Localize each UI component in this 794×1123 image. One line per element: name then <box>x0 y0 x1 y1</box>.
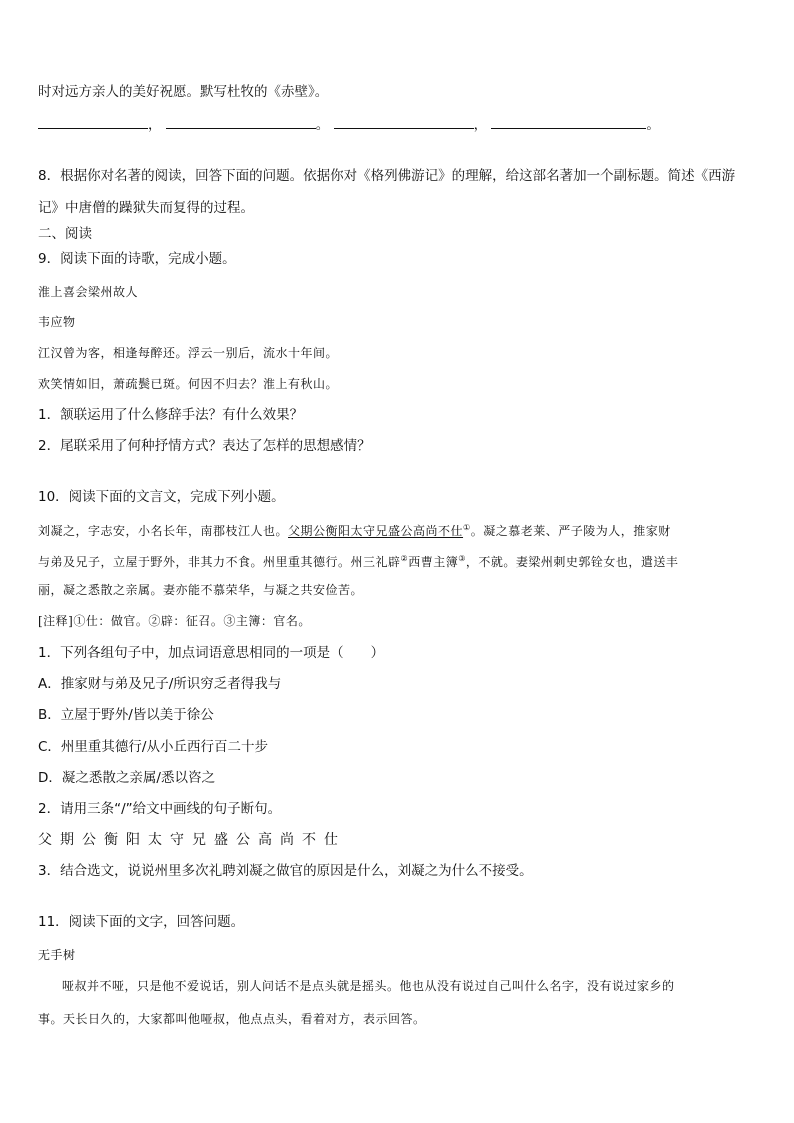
blank-separator: ， <box>473 117 488 133</box>
poem-line-2: 欢笑情如旧，萧疏鬓已斑。何因不归去？淮上有秋山。 <box>38 377 339 391</box>
prev-question-tail: 时对远方亲人的美好祝愿。默写杜牧的《赤壁》。 <box>38 84 329 100</box>
classical-text-segment: 。凝之慕老莱、严子陵为人，推家财 <box>470 524 671 538</box>
answer-blank-4[interactable] <box>491 116 646 129</box>
classical-text-segment: 与弟及兄子，立屋于野外，非其力不食。州里重其德行。州三礼辟 <box>38 555 401 569</box>
question-9-stem: 9．阅读下面的诗歌，完成小题。 <box>38 251 236 267</box>
question-9-sub-2: 2．尾联采用了何种抒情方式？表达了怎样的思想感情？ <box>38 438 371 454</box>
answer-blank-1[interactable] <box>38 116 148 129</box>
question-10-stem: 10．阅读下面的文言文，完成下列小题。 <box>38 489 285 505</box>
poem-line-1: 江汉曾为客，相逢每醉还。浮云一别后，流水十年间。 <box>38 346 339 360</box>
poem-title: 淮上喜会梁州故人 <box>38 285 139 299</box>
blank-separator: ， <box>148 117 162 133</box>
footnote-mark: ② <box>400 554 409 563</box>
section-heading: 二、阅读 <box>38 226 92 242</box>
annotation-note: [注释]①仕：做官。②辟：征召。③主簿：官名。 <box>38 614 311 628</box>
question-8-line-2: 记》中唐僧的躁狱失而复得的过程。 <box>38 200 254 216</box>
question-10-sub-3: 3．结合选文，说说州里多次礼聘刘凝之做官的原因是什么，刘凝之为什么不接受。 <box>38 863 533 879</box>
underlined-sentence: 父期公衡阳太守兄盛公高尚不仕 <box>288 524 464 538</box>
fill-in-blanks-row <box>38 116 660 134</box>
option-b: B．立屋于野外/皆以美于徐公 <box>38 707 214 723</box>
answer-blank-3[interactable] <box>334 116 474 129</box>
option-c: C．州里重其德行/从小丘西行百二十步 <box>38 739 268 755</box>
classical-text-segment: ，不就。妻梁州刺史郭铨女也，遣送丰 <box>465 555 679 569</box>
classical-text-line-2 <box>38 550 678 571</box>
sentence-to-punctuate: 父期公衡阳太守兄盛公高尚不仕 <box>38 832 346 848</box>
classical-text-segment: 西曹主簿 <box>408 555 459 569</box>
classical-text-line-3: 丽，凝之悉散之亲属。妻亦能不慕荣华，与凝之共安俭苦。 <box>38 583 364 597</box>
question-9-sub-1: 1．颔联运用了什么修辞手法？有什么效果？ <box>38 407 304 423</box>
blank-separator: 。 <box>646 117 660 133</box>
option-d: D．凝之悉散之亲属/悉以咨之 <box>38 770 215 786</box>
question-10-sub-2: 2．请用三条“/”给文中画线的句子断句。 <box>38 801 282 817</box>
question-11-stem: 11．阅读下面的文字，回答问题。 <box>38 914 245 930</box>
story-paragraph-line-1: 哑叔并不哑，只是他不爱说话，别人问话不是点头就是摇头。他也从没有说过自己叫什么名字，没有说过家乡的 <box>62 979 675 993</box>
option-a: A．推家财与弟及兄子/所识穷乏者得我与 <box>38 676 282 692</box>
story-title: 无手树 <box>38 948 76 962</box>
blank-separator: 。 <box>315 117 330 133</box>
classical-text-segment: 刘凝之，字志安，小名长年，南郡枝江人也。 <box>38 524 289 538</box>
question-8-line-1: 8．根据你对名著的阅读，回答下面的问题。依据你对《格列佛游记》的理解，给这部名著加一个副标题。简述《西游 <box>38 168 736 184</box>
poem-author: 韦应物 <box>38 315 76 329</box>
classical-text-line-1 <box>38 519 671 540</box>
answer-blank-2[interactable] <box>166 116 316 129</box>
story-paragraph-line-2: 事。天长日久的，大家都叫他哑叔，他点点头，看着对方，表示回答。 <box>38 1012 426 1026</box>
footnote-mark: ① <box>463 523 471 532</box>
footnote-mark: ③ <box>458 554 466 563</box>
question-10-sub-1: 1．下列各组句子中，加点词语意思相同的一项是（ ） <box>38 645 385 661</box>
